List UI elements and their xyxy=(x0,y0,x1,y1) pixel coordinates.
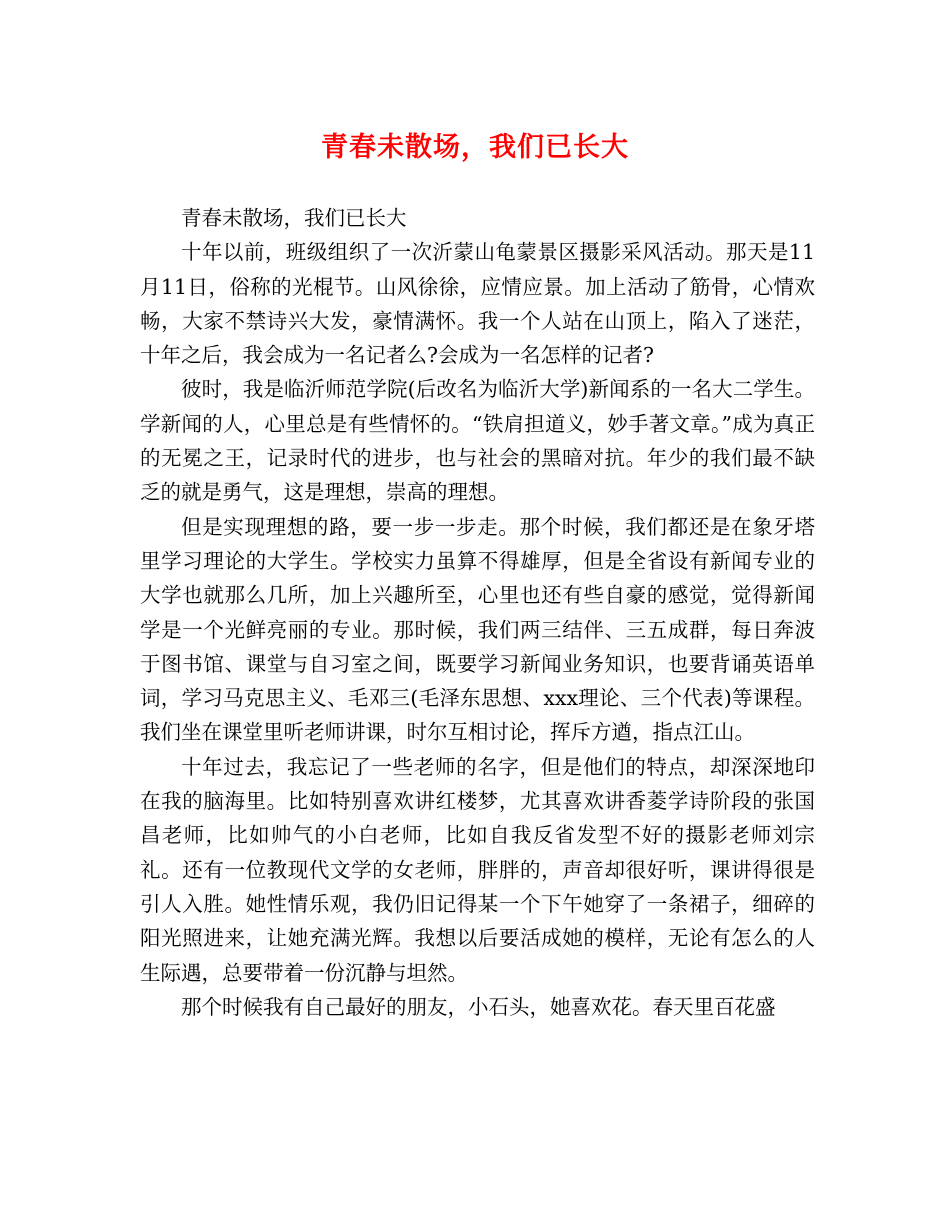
paragraph: 十年以前，班级组织了一次沂蒙山龟蒙景区摄影采风活动。那天是11月11日，俗称的光棍节。山风徐徐，应情应景。加上活动了筋骨，心情欢畅，大家不禁诗兴大发，豪情满怀。我一个人站在山顶上，陷入了迷茫，十年之后，我会成为一名记者么?会成为一名怎样的记者? xyxy=(140,240,815,368)
paragraph: 彼时，我是临沂师范学院(后改名为临沂大学)新闻系的一名大二学生。学新闻的人，心里总是有些情怀的。“铁肩担道义，妙手著文章。”成为真正的无冕之王，记录时代的进步，也与社会的黑暗对抗。年少的我们最不缺乏的就是勇气，这是理想，崇高的理想。 xyxy=(140,377,815,505)
document-body xyxy=(140,201,815,1024)
paragraph: 但是实现理想的路，要一步一步走。那个时候，我们都还是在象牙塔里学习理论的大学生。学校实力虽算不得雄厚，但是全省设有新闻专业的大学也就那么几所，加上兴趣所至，心里也还有些自豪的感觉，觉得新闻学是一个光鲜亮丽的专业。那时候，我们两三结伴、三五成群，每日奔波于图书馆、课堂与自习室之间，既要学习新闻业务知识，也要背诵英语单词，学习马克思主义、毛邓三(毛泽东思想、xxx理论、三个代表)等课程。我们坐在课堂里听老师讲课，时尔互相讨论，挥斥方遒，指点江山。 xyxy=(140,514,815,745)
paragraph-subtitle: 青春未散场，我们已长大 xyxy=(181,206,407,230)
paragraph: 十年过去，我忘记了一些老师的名字，但是他们的特点，却深深地印在我的脑海里。比如特别喜欢讲红楼梦，尤其喜欢讲香菱学诗阶段的张国昌老师，比如帅气的小白老师，比如自我反省发型不好的摄影老师刘宗礼。还有一位教现代文学的女老师，胖胖的，声音却很好听，课讲得很是引人入胜。她性情乐观，我仍旧记得某一个下午她穿了一条裙子，细碎的阳光照进来，让她充满光辉。我想以后要活成她的模样，无论有怎么的人生际遇，总要带着一份沉静与坦然。 xyxy=(140,754,815,985)
document-title: 青春未散场，我们已长大 xyxy=(321,132,629,163)
paragraph: 那个时候我有自己最好的朋友，小石头，她喜欢花。春天里百花盛 xyxy=(181,994,776,1019)
